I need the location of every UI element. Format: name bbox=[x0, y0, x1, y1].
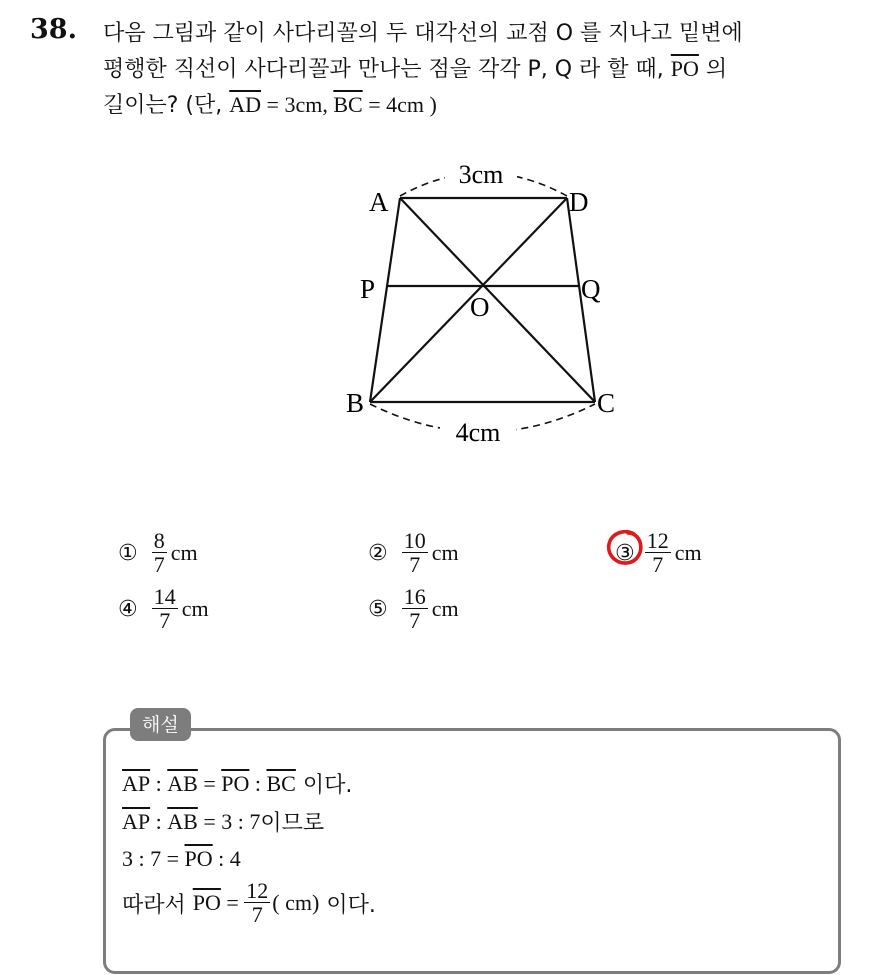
numerator: 12 bbox=[646, 528, 669, 553]
sentence-end: 이다. bbox=[319, 892, 376, 918]
ratio-sep: : bbox=[150, 770, 168, 796]
ad-length: = 3cm, bbox=[261, 92, 334, 117]
choice-1[interactable] bbox=[118, 528, 198, 578]
question-number: 38. bbox=[30, 14, 77, 45]
sentence-end: 이므로 bbox=[260, 811, 325, 836]
top-length-label: 3cm bbox=[458, 160, 504, 189]
denominator: 7 bbox=[153, 552, 165, 577]
equals: = bbox=[220, 890, 245, 915]
diagonal-db bbox=[370, 198, 567, 402]
numerator: 10 bbox=[403, 528, 426, 553]
equals: = bbox=[197, 770, 222, 796]
segment-ap: $\overline{AP}$ bbox=[122, 808, 151, 834]
choice-number: ⑤ bbox=[368, 596, 388, 622]
vertex-b-label: B bbox=[346, 388, 365, 418]
segment-ap: $\overline{AP}$ bbox=[122, 770, 151, 796]
ratio-value: = 3 : 7 bbox=[197, 808, 261, 834]
numerator: 8 bbox=[153, 528, 165, 553]
vertex-c-label: C bbox=[597, 388, 616, 418]
choice-fraction bbox=[152, 586, 178, 632]
segment-ab: $\overline{AB}$ bbox=[167, 808, 198, 834]
choice-2[interactable] bbox=[368, 528, 459, 578]
bc-length: = 4cm ) bbox=[362, 92, 437, 117]
denominator: 7 bbox=[251, 902, 263, 927]
numerator: 12 bbox=[246, 878, 269, 903]
vertex-d-label: D bbox=[569, 187, 589, 217]
point-q-label: Q bbox=[581, 274, 601, 304]
diagonal-ac bbox=[400, 198, 595, 402]
segment-po: $\overline{PO}$ bbox=[184, 846, 213, 871]
choice-number: ① bbox=[118, 540, 138, 566]
numerator: 14 bbox=[153, 584, 176, 609]
solution-line-2 bbox=[122, 806, 324, 837]
choice-fraction bbox=[645, 530, 671, 576]
solution-line-1 bbox=[122, 768, 352, 799]
choice-unit: cm bbox=[431, 540, 459, 565]
point-o-label: O bbox=[470, 292, 490, 322]
choice-unit: cm bbox=[170, 540, 198, 565]
therefore-text: 따라서 bbox=[122, 892, 193, 918]
solution-line-4 bbox=[122, 880, 376, 926]
ratio-value: : 4 bbox=[212, 846, 241, 871]
ratio-sep: : bbox=[249, 770, 267, 796]
denominator: 7 bbox=[409, 552, 421, 577]
choice-5[interactable] bbox=[368, 584, 459, 634]
trapezoid-figure bbox=[0, 0, 884, 460]
choice-number: ③ bbox=[615, 540, 635, 566]
choice-fraction bbox=[402, 530, 428, 576]
segment-po: $\overline{PO}$ bbox=[221, 770, 250, 796]
question-text: 길이는? (단, bbox=[103, 93, 230, 118]
segment-po: $\overline{PO}$ bbox=[670, 56, 699, 81]
segment-ad: $\overline{AD}$ bbox=[229, 92, 262, 117]
choice-fraction bbox=[152, 530, 167, 576]
choice-unit: cm bbox=[674, 540, 702, 565]
answer-circle-mark bbox=[604, 527, 646, 569]
solution-tag: 해설 bbox=[130, 708, 191, 741]
sentence-end: 이다. bbox=[295, 773, 353, 798]
choice-unit: cm bbox=[181, 596, 209, 621]
point-p-label: P bbox=[360, 274, 376, 304]
bottom-length-label: 4cm bbox=[455, 418, 501, 447]
vertex-a-label: A bbox=[369, 187, 389, 217]
ratio-value: 3 : 7 = bbox=[122, 846, 185, 871]
question-line-1: 다음 그림과 같이 사다리꼴의 두 대각선의 교점 O 를 지나고 밑변에 bbox=[103, 21, 743, 46]
segment-bc: $\overline{BC}$ bbox=[333, 92, 363, 117]
choice-unit: cm bbox=[431, 596, 459, 621]
denominator: 7 bbox=[159, 608, 171, 633]
choice-4[interactable] bbox=[118, 584, 209, 634]
answer-fraction bbox=[244, 880, 270, 926]
ratio-sep: : bbox=[150, 808, 168, 834]
choice-number: ④ bbox=[118, 596, 138, 622]
denominator: 7 bbox=[409, 608, 421, 633]
denominator: 7 bbox=[652, 552, 664, 577]
question-text: 의 bbox=[698, 57, 728, 82]
solution-line-3 bbox=[122, 846, 241, 872]
numerator: 16 bbox=[403, 584, 426, 609]
unit: ( cm) bbox=[272, 890, 320, 915]
segment-po: $\overline{PO}$ bbox=[192, 890, 221, 915]
choice-fraction bbox=[402, 586, 428, 632]
segment-ab: $\overline{AB}$ bbox=[167, 770, 198, 796]
question-text: 평행한 직선이 사다리꼴과 만나는 점을 각각 P, Q 라 할 때, bbox=[103, 57, 671, 82]
choice-number: ② bbox=[368, 540, 388, 566]
segment-bc: $\overline{BC}$ bbox=[266, 770, 296, 796]
